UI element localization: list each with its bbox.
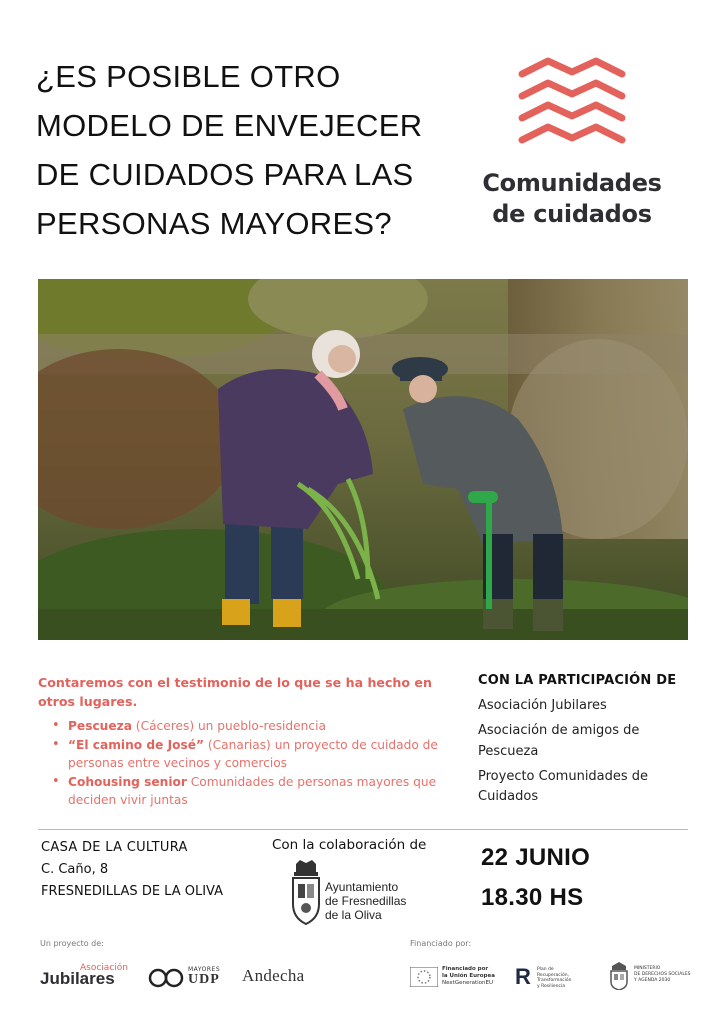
comunidades-logo xyxy=(500,56,700,156)
ayto-line: de Fresnedillas xyxy=(325,894,407,908)
r-mark-icon: R xyxy=(515,964,531,989)
venue-line: FRESNEDILLAS DE LA OLIVA xyxy=(41,884,224,899)
list-item: • “El camino de José” (Canarias) un proyecto de cuidado de personas entre vecinos y comercios xyxy=(52,736,452,772)
eu-logo xyxy=(410,965,495,991)
testimony-list xyxy=(52,717,452,810)
event-datetime xyxy=(481,838,590,918)
jubilares-big: Jubilares xyxy=(40,969,115,988)
wave-roof-icon xyxy=(516,56,628,156)
venue-line: C. Caño, 8 xyxy=(41,862,109,877)
eu-flag-icon xyxy=(410,967,438,987)
eu-text: NextGenerationEU xyxy=(442,980,493,986)
participation-title: CON LA PARTICIPACIÓN DE xyxy=(478,673,677,688)
ayuntamiento-name xyxy=(325,880,406,922)
funded-label: Financiado por: xyxy=(410,939,472,948)
logo-line-1: Comunidades xyxy=(482,169,662,197)
udp-logo xyxy=(148,966,228,990)
ministerio-text: Y AGENDA 2030 xyxy=(634,978,671,983)
plan-text: Plan de xyxy=(537,967,554,972)
plan-text: y Resiliencia xyxy=(537,983,565,989)
plan-text: Transformación xyxy=(537,978,572,983)
coat-of-arms-icon xyxy=(290,860,322,930)
eu-text: Financiado por xyxy=(442,966,489,972)
divider xyxy=(38,829,688,830)
ayto-line: de la Oliva xyxy=(325,908,382,922)
plan-recuperacion-logo xyxy=(515,964,585,992)
intro-lead: Contaremos con el testimonio de lo que se ha hecho en otros lugares. xyxy=(38,675,432,709)
list-item: • Cohousing senior Comunidades de personas mayores que deciden vivir juntas xyxy=(52,773,452,809)
headline xyxy=(36,52,456,248)
jubilares-small: Asociación xyxy=(80,963,128,973)
participant: Proyecto Comunidades de Cuidados xyxy=(478,768,649,804)
andecha-logo xyxy=(242,966,305,986)
project-label: Un proyecto de: xyxy=(40,939,104,948)
headline-line: DE CUIDADOS PARA LAS xyxy=(36,157,414,192)
spain-arms-icon xyxy=(608,962,630,990)
venue-line: CASA DE LA CULTURA xyxy=(41,840,188,855)
headline-line: MODELO DE ENVEJECER xyxy=(36,108,423,143)
ministerio-text: DE DERECHOS SOCIALES xyxy=(634,972,691,977)
headline-line: ¿ES POSIBLE OTRO xyxy=(36,59,341,94)
event-time: 18.30 HS xyxy=(481,884,584,911)
participation-list xyxy=(478,696,698,812)
logo-line-2: de cuidados xyxy=(492,200,652,228)
comunidades-logo-text xyxy=(462,168,682,230)
participant: Asociación de amigos de Pescueza xyxy=(478,723,640,759)
udp-top: MAYORES xyxy=(188,966,221,973)
ayto-line: Ayuntamiento xyxy=(325,880,399,894)
venue xyxy=(41,837,271,903)
eu-text: la Unión Europea xyxy=(442,973,495,979)
ministerio-text: MINISTERIO xyxy=(634,966,661,971)
jubilares-logo xyxy=(40,963,135,991)
list-item: • Pescueza (Cáceres) un pueblo-residencia xyxy=(52,717,452,735)
two-elderly-women-gardening-photo xyxy=(38,279,688,640)
udp-big: UDP xyxy=(188,972,220,987)
headline-line: PERSONAS MAYORES? xyxy=(36,206,392,241)
event-date: 22 JUNIO xyxy=(481,844,591,871)
plan-text: Recuperación, xyxy=(537,972,570,978)
participant: Asociación Jubilares xyxy=(478,698,607,713)
ministerio-logo xyxy=(608,962,698,992)
udp-mark-icon xyxy=(148,968,188,988)
andecha-text: Andecha xyxy=(242,966,305,985)
collaboration-title: Con la colaboración de xyxy=(272,837,427,853)
